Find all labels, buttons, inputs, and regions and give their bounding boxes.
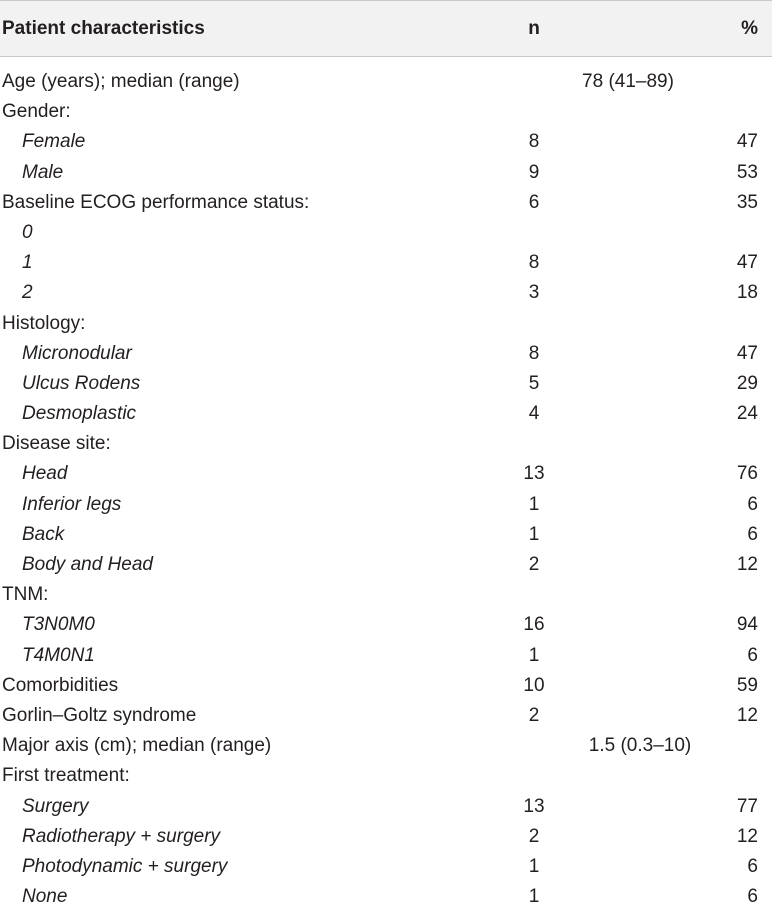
row-label: Head xyxy=(22,463,68,485)
row-count: 2 xyxy=(528,825,540,847)
header-percent: % xyxy=(741,18,758,39)
row-label: Desmoplastic xyxy=(22,403,137,425)
table-row xyxy=(0,852,772,882)
row-label: T3N0M0 xyxy=(22,614,95,636)
row-percent: 6 xyxy=(747,523,758,545)
row-percent: 6 xyxy=(747,886,758,908)
row-percent: 12 xyxy=(736,825,758,847)
row-percent: 24 xyxy=(736,403,758,425)
row-percent: 76 xyxy=(736,463,758,485)
row-percent: 29 xyxy=(736,372,758,394)
table-row xyxy=(0,218,772,248)
row-percent: 12 xyxy=(736,704,758,726)
row-median-range: 1.5 (0.3–10) xyxy=(588,735,692,757)
table-row xyxy=(0,369,772,399)
table-row xyxy=(0,550,772,580)
row-count: 1 xyxy=(528,644,540,666)
row-count: 13 xyxy=(523,463,545,485)
row-label: 2 xyxy=(22,282,33,304)
row-label: Ulcus Rodens xyxy=(22,372,141,394)
row-label: None xyxy=(22,886,68,908)
row-label: Histology: xyxy=(2,312,86,334)
table-row xyxy=(0,701,772,731)
row-label: Comorbidities xyxy=(2,674,119,696)
table-row xyxy=(0,610,772,640)
row-label: Disease site: xyxy=(2,433,111,455)
table-row xyxy=(0,520,772,550)
table-row xyxy=(0,761,772,791)
row-percent: 18 xyxy=(736,282,758,304)
row-percent: 6 xyxy=(747,493,758,515)
row-label: Back xyxy=(22,523,65,545)
header-patient-characteristics: Patient characteristics xyxy=(2,18,205,39)
row-count: 1 xyxy=(528,523,540,545)
table-row xyxy=(0,641,772,671)
row-label: First treatment: xyxy=(2,765,130,787)
table-row xyxy=(0,792,772,822)
row-median-range: 78 (41–89) xyxy=(582,71,674,92)
row-label: Photodynamic + surgery xyxy=(22,855,228,877)
row-percent: 47 xyxy=(736,342,758,364)
row-label: Body and Head xyxy=(22,554,153,575)
table-row xyxy=(0,158,772,188)
row-label: 0 xyxy=(22,221,33,243)
row-count: 1 xyxy=(528,493,540,515)
table-row xyxy=(0,429,772,459)
row-label: Gender: xyxy=(2,101,71,123)
row-percent: 35 xyxy=(736,191,758,213)
row-percent: 12 xyxy=(736,554,758,575)
row-percent: 94 xyxy=(736,614,758,636)
table-row xyxy=(0,188,772,218)
table-row xyxy=(0,309,772,339)
row-label: Surgery xyxy=(22,795,89,817)
row-label: Inferior legs xyxy=(22,493,122,515)
row-percent: 47 xyxy=(736,252,758,274)
row-label: Baseline ECOG performance status: xyxy=(2,191,310,213)
table-row xyxy=(0,399,772,429)
row-count: 1 xyxy=(528,886,540,908)
row-label: 1 xyxy=(22,252,33,274)
table-row xyxy=(0,580,772,610)
row-label: Radiotherapy + surgery xyxy=(22,825,221,847)
row-count: 5 xyxy=(528,372,540,394)
row-count: 10 xyxy=(523,674,545,696)
row-label: TNM: xyxy=(2,584,49,606)
row-label: T4M0N1 xyxy=(22,644,95,666)
row-count: 1 xyxy=(528,855,540,877)
table-row xyxy=(0,731,772,761)
row-count: 16 xyxy=(523,614,545,636)
table-row xyxy=(0,278,772,308)
row-count: 3 xyxy=(528,282,540,304)
table-row xyxy=(0,459,772,489)
table-row xyxy=(0,339,772,369)
row-percent: 6 xyxy=(747,855,758,877)
row-count: 2 xyxy=(528,704,540,726)
row-label: Female xyxy=(22,131,86,153)
row-label: Gorlin–Goltz syndrome xyxy=(2,704,197,726)
header-n: n xyxy=(528,18,540,39)
row-count: 6 xyxy=(528,191,540,213)
row-percent: 6 xyxy=(747,644,758,666)
table-row xyxy=(0,490,772,520)
table-row xyxy=(0,67,772,97)
table-row xyxy=(0,671,772,701)
table-header xyxy=(0,0,772,57)
row-count: 2 xyxy=(528,554,540,575)
table-row xyxy=(0,97,772,127)
row-label: Major axis (cm); median (range) xyxy=(2,735,272,757)
row-percent: 53 xyxy=(736,161,758,183)
table-row xyxy=(0,822,772,852)
row-count: 9 xyxy=(528,161,540,183)
row-count: 13 xyxy=(523,795,545,817)
table-row xyxy=(0,248,772,278)
row-percent: 77 xyxy=(736,795,758,817)
row-label: Male xyxy=(22,161,64,183)
row-count: 8 xyxy=(528,131,540,153)
table-row xyxy=(0,882,772,912)
row-count: 8 xyxy=(528,252,540,274)
row-percent: 59 xyxy=(736,674,758,696)
table-body xyxy=(0,67,772,912)
row-count: 4 xyxy=(528,403,540,425)
table-row xyxy=(0,127,772,157)
row-percent: 47 xyxy=(736,131,758,153)
row-label: Micronodular xyxy=(22,342,132,364)
row-label: Age (years); median (range) xyxy=(2,71,240,92)
row-count: 8 xyxy=(528,342,540,364)
